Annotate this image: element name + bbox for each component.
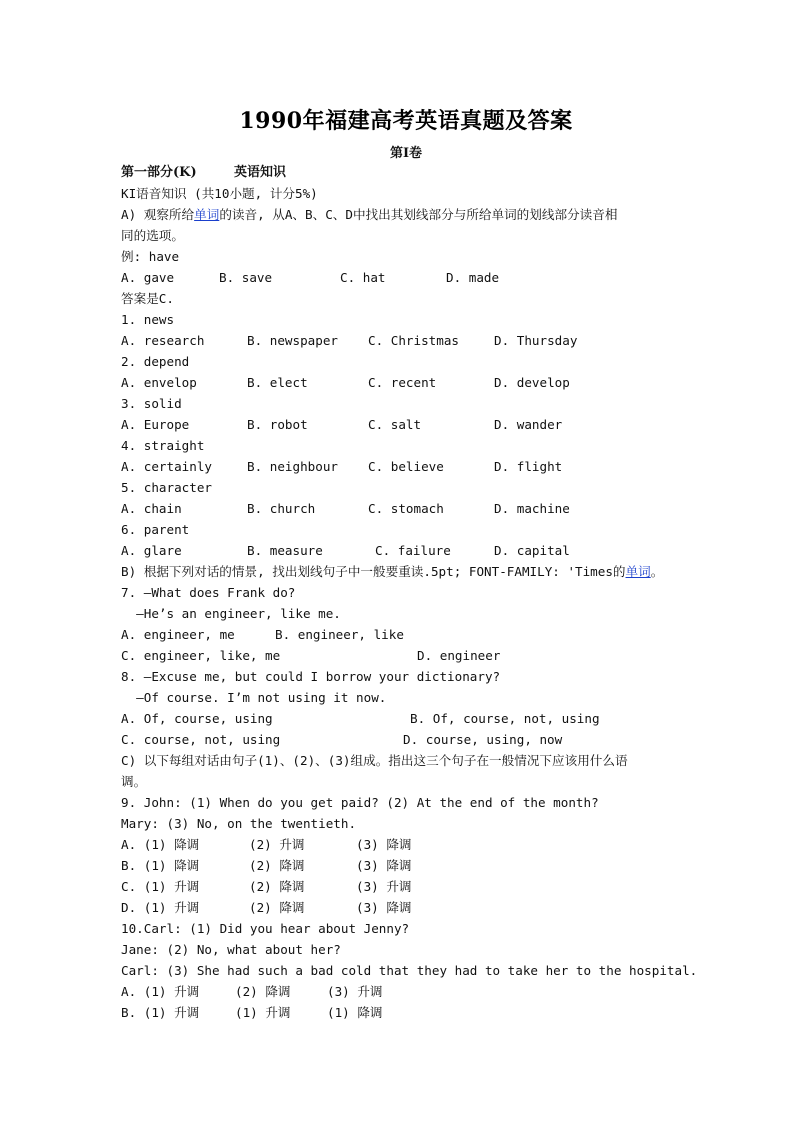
question-options <box>121 330 721 351</box>
dialogue-line: Carl: (3) She had such a bad cold that they had to take her to the hospital. <box>121 963 698 978</box>
question-options <box>121 498 721 519</box>
tone-option-row <box>121 855 721 876</box>
option-a: A. Of, course, using <box>121 711 273 726</box>
tone-2: (2) 降调 <box>235 984 291 999</box>
tone-1: B. (1) 降调 <box>121 858 200 873</box>
question-stem: 2. depend <box>121 354 190 369</box>
option-d: D. machine <box>494 501 570 516</box>
question-stem: 4. straight <box>121 438 205 453</box>
tone-3: (3) 降调 <box>356 858 412 873</box>
option-c: C. Christmas <box>368 333 459 348</box>
section-c-instructions: C) 以下每组对话由句子(1)、(2)、(3)组成。指出这三个句子在一般情况下应该用什么语 <box>121 753 628 768</box>
tone-1: A. (1) 升调 <box>121 984 200 999</box>
dialogue-line: Mary: (3) No, on the twentieth. <box>121 816 357 831</box>
tone-option-row <box>121 1002 721 1023</box>
option-d: D. flight <box>494 459 563 474</box>
option-b: B. measure <box>247 543 323 558</box>
option-b: B. neighbour <box>247 459 338 474</box>
option-d: D. made <box>446 270 500 285</box>
tone-3: (3) 升调 <box>327 984 383 999</box>
question-options <box>121 708 721 729</box>
section-b-instructions <box>121 561 721 582</box>
tone-3: (1) 降调 <box>327 1005 383 1020</box>
option-d: D. develop <box>494 375 570 390</box>
option-c: C. engineer, like, me <box>121 648 281 663</box>
dialogue-line: 10.Carl: (1) Did you hear about Jenny? <box>121 921 410 936</box>
section-b-post: 。 <box>650 564 664 579</box>
option-a: A. envelop <box>121 375 197 390</box>
part-heading-right: 英语知识 <box>234 165 287 180</box>
tone-option-row <box>121 981 721 1002</box>
tone-2: (2) 升调 <box>249 837 305 852</box>
option-c: C. salt <box>368 417 422 432</box>
question-stem: 6. parent <box>121 522 190 537</box>
section-c-instructions-line2: 调。 <box>121 774 147 789</box>
tone-option-row <box>121 834 721 855</box>
dialogue-line: 8. —Excuse me, but could I borrow your dictionary? <box>121 669 501 684</box>
option-a: A. engineer, me <box>121 627 235 642</box>
option-b: B. robot <box>247 417 308 432</box>
option-c: C. course, not, using <box>121 732 281 747</box>
tone-3: (3) 降调 <box>356 837 412 852</box>
question-options <box>121 414 721 435</box>
option-c: C. recent <box>368 375 437 390</box>
question-options <box>121 540 721 561</box>
tone-3: (3) 降调 <box>356 900 412 915</box>
tone-1: D. (1) 升调 <box>121 900 200 915</box>
question-options <box>121 372 721 393</box>
option-a: A. glare <box>121 543 182 558</box>
question-stem: 3. solid <box>121 396 182 411</box>
tone-1: C. (1) 升调 <box>121 879 200 894</box>
option-b: B. elect <box>247 375 308 390</box>
tone-3: (3) 升调 <box>356 879 412 894</box>
tone-1: A. (1) 降调 <box>121 837 200 852</box>
example-answer: 答案是C. <box>121 291 174 306</box>
example-options <box>121 267 721 288</box>
option-d: D. Thursday <box>494 333 578 348</box>
option-a: A. Europe <box>121 417 190 432</box>
part-heading-left: 第一部分(K) <box>121 165 197 180</box>
tone-option-row <box>121 897 721 918</box>
page-subtitle: 第I卷 <box>389 146 423 161</box>
dialogue-line: 9. John: (1) When do you get paid? (2) At the end of the month? <box>121 795 599 810</box>
section-a-link[interactable]: 单词 <box>194 207 220 222</box>
section-b-link[interactable]: 单词 <box>625 564 651 579</box>
tone-2: (2) 降调 <box>249 879 305 894</box>
tone-2: (2) 降调 <box>249 858 305 873</box>
option-c: C. believe <box>368 459 444 474</box>
question-options <box>121 456 721 477</box>
option-c: C. hat <box>340 270 386 285</box>
section-a-instructions <box>121 204 721 225</box>
document-body <box>121 162 721 1023</box>
dialogue-line: 7. —What does Frank do? <box>121 585 296 600</box>
page-title: 1990年福建高考英语真题及答案 <box>239 108 573 134</box>
option-a: A. certainly <box>121 459 212 474</box>
question-options <box>121 624 721 645</box>
question-stem: 1. news <box>121 312 175 327</box>
option-c: C. stomach <box>368 501 444 516</box>
tone-2: (1) 升调 <box>235 1005 291 1020</box>
question-options <box>121 645 721 666</box>
part-heading <box>121 162 721 183</box>
option-b: B. engineer, like <box>275 627 404 642</box>
section-a-post: 的读音, 从A、B、C、D中找出其划线部分与所给单词的划线部分读音相 <box>219 207 618 222</box>
section-a-pre: A) 观察所给 <box>121 207 195 222</box>
question-stem: 5. character <box>121 480 212 495</box>
option-d: D. wander <box>494 417 563 432</box>
dialogue-line: —He’s an engineer, like me. <box>121 606 341 621</box>
option-c: C. failure <box>375 543 451 558</box>
dialogue-line: —Of course. I’m not using it now. <box>121 690 387 705</box>
option-a: A. chain <box>121 501 182 516</box>
question-options <box>121 729 721 750</box>
option-d: D. course, using, now <box>403 732 563 747</box>
section-k1-heading: KI语音知识 (共10小题, 计分5%) <box>121 186 318 201</box>
option-b: B. Of, course, not, using <box>410 711 600 726</box>
tone-option-row <box>121 876 721 897</box>
option-b: B. newspaper <box>247 333 338 348</box>
section-b-pre: B) 根据下列对话的情景, 找出划线句子中一般要重读.5pt; FONT-FAMILY: 'Times的 <box>121 564 626 579</box>
example-label: 例: have <box>121 249 180 264</box>
dialogue-line: Jane: (2) No, what about her? <box>121 942 341 957</box>
tone-2: (2) 降调 <box>249 900 305 915</box>
option-a: A. gave <box>121 270 175 285</box>
tone-1: B. (1) 升调 <box>121 1005 200 1020</box>
option-b: B. save <box>219 270 273 285</box>
option-a: A. research <box>121 333 205 348</box>
option-d: D. capital <box>494 543 570 558</box>
option-d: D. engineer <box>417 648 501 663</box>
section-a-instructions-line2: 同的选项。 <box>121 228 184 243</box>
option-b: B. church <box>247 501 316 516</box>
